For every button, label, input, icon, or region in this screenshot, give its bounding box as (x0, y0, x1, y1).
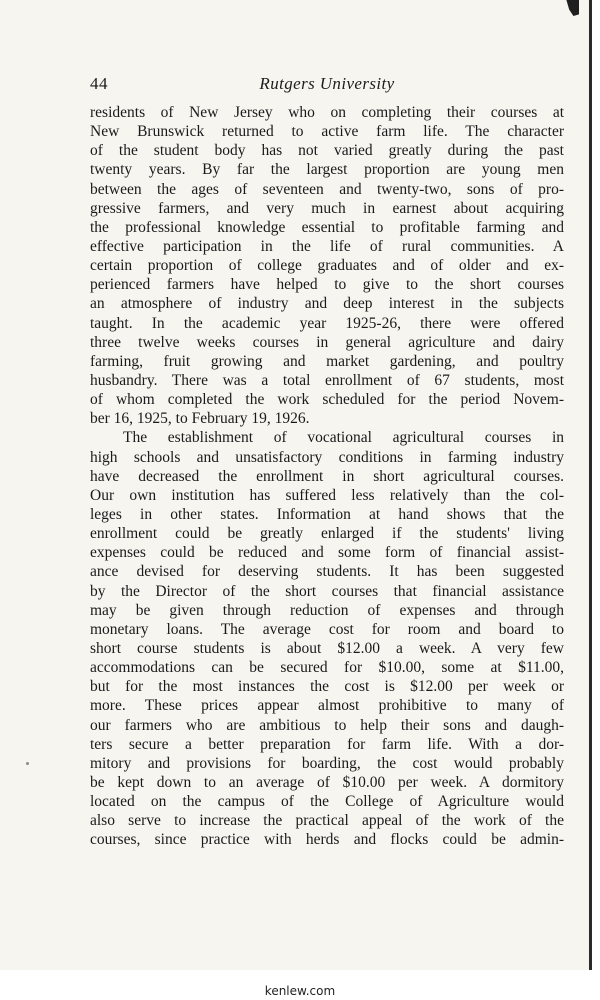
text-line: the professional knowledge essential to profitable farming and (90, 218, 564, 236)
watermark: kenlew.com (264, 984, 336, 998)
running-title: Rutgers University (259, 74, 395, 93)
text-line: may be given through reduction of expenses and through (90, 601, 564, 619)
text-line: ance devised for deserving students. It has been suggested (90, 563, 564, 581)
text-line: certain proportion of college graduates and of older and ex- (90, 257, 564, 275)
paragraph-1 (90, 103, 564, 428)
text-line: farming, fruit growing and market gardening, and poultry (90, 352, 564, 370)
text-line: be kept down to an average of $10.00 per week. A dormitory (90, 773, 564, 791)
page-number: 44 (90, 74, 108, 93)
running-head (90, 74, 564, 96)
text-line: high schools and unsatisfactory conditions in farming industry (90, 448, 564, 466)
text-line: an atmosphere of industry and deep interest in the subjects (90, 295, 564, 313)
text-line: leges in other states. Information at hand shows that the (90, 505, 564, 523)
text-line: have decreased the enrollment in short agricultural courses. (90, 467, 564, 485)
text-line: mitory and provisions for boarding, the cost would probably (90, 754, 564, 772)
text-line: our farmers who are ambitious to help their sons and daugh- (90, 716, 564, 734)
text-line: The establishment of vocational agricultural courses in (123, 429, 564, 447)
text-line: husbandry. There was a total enrollment of 67 students, most (90, 371, 564, 389)
text-line: more. These prices appear almost prohibitive to many of (90, 697, 564, 715)
text-line: twenty years. By far the largest proportion are young men (90, 161, 564, 179)
text-line: taught. In the academic year 1925-26, there were offered (90, 314, 564, 332)
text-line: courses, since practice with herds and flocks could be admin- (90, 831, 564, 849)
text-line: effective participation in the life of rural communities. A (90, 237, 564, 255)
text-line: between the ages of seventeen and twenty-two, sons of pro- (90, 180, 564, 198)
text-line: also serve to increase the practical appeal of the work of the (90, 812, 564, 830)
body-text (90, 103, 564, 849)
text-line: New Brunswick returned to active farm life. The character (90, 123, 564, 141)
text-line: short course students is about $12.00 a week. A very few (90, 639, 564, 657)
text-line: ber 16, 1925, to February 19, 1926. (90, 410, 310, 428)
text-line: expenses could be reduced and some form of financial assist- (90, 544, 564, 562)
text-line: gressive farmers, and very much in earnest about acquiring (90, 199, 564, 217)
text-line: of the student body has not varied greatly during the past (90, 142, 564, 160)
text-line: of whom completed the work scheduled for the period Novem- (90, 391, 564, 409)
text-line: monetary loans. The average cost for room and board to (90, 620, 564, 638)
text-line: enrollment could be greatly enlarged if the students' living (90, 525, 564, 543)
text-line: accommodations can be secured for $10.00, some at $11.00, (90, 659, 564, 677)
text-line: residents of New Jersey who on completing their courses at (90, 104, 564, 121)
corner-mark (565, 0, 579, 16)
stray-ink-dot (26, 762, 29, 765)
text-line: perienced farmers have helped to give to the short courses (90, 276, 564, 294)
text-line: located on the campus of the College of Agriculture would (90, 793, 564, 811)
text-line: by the Director of the short courses that financial assistance (90, 582, 564, 600)
text-line: ters secure a better preparation for farm life. With a dor- (90, 735, 564, 753)
text-line: three twelve weeks courses in general agriculture and dairy (90, 333, 564, 351)
text-line: Our own institution has suffered less relatively than the col- (90, 486, 564, 504)
text-line: but for the most instances the cost is $12.00 per week or (90, 678, 564, 696)
paragraph-2 (90, 428, 564, 849)
